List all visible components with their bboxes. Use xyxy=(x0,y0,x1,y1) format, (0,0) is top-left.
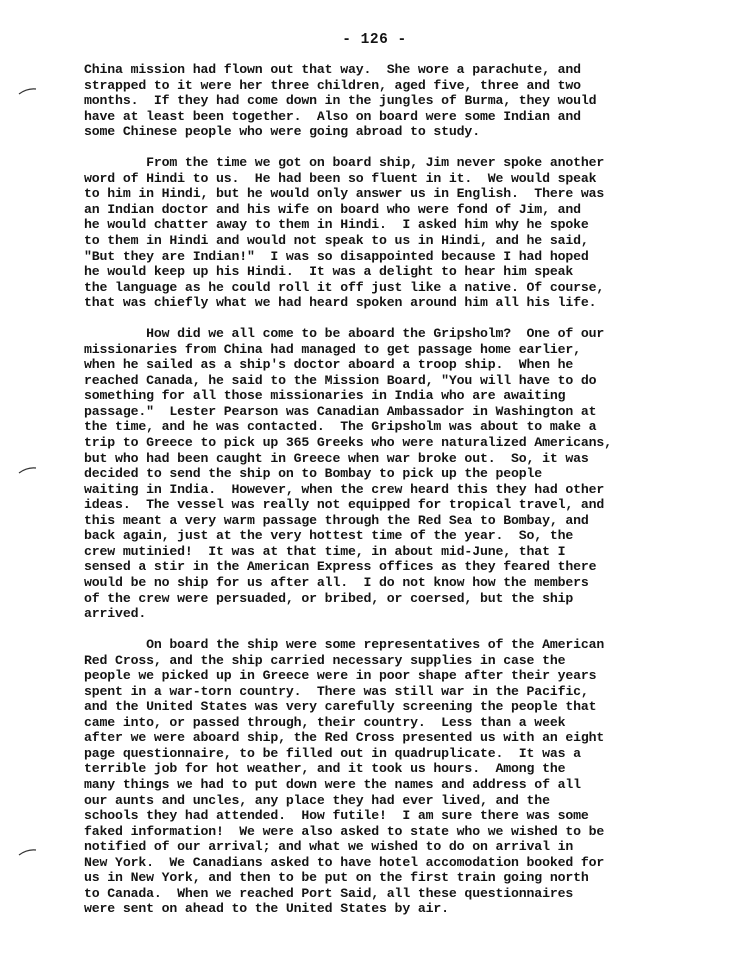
body-text xyxy=(84,62,724,932)
paragraph: China mission had flown out that way. She wore a parachute, and strapped to it were her three children, aged five, three and two months. If they had come down in the jungles of Burma, they would have at least been together. Also on board were some Indian and some Chinese people who were going abroad to study. xyxy=(84,62,597,140)
margin-mark-icon xyxy=(18,847,38,857)
paragraph: On board the ship were some representatives of the American Red Cross, and the ship carried necessary supplies in case the people we picked up in Greece were in poor shape after their years spent in a war-torn country. There was still war in the Pacific, and the United States was very carefully screening the people that came into, or passed through, their country. Less than a week after we were aboard ship, the Red Cross presented us with an eight page questionnaire, to be filled out in quadruplicate. It was a terrible job for hot weather, and it took us hours. Among the many things we had to put down were the names and address of all our aunts and uncles, any place they had ever lived, and the schools they had attended. How futile! I am sure there was some faked information! We were also asked to state who we wished to be notified of our arrival; and what we wished to do on arrival in New York. We Canadians asked to have hotel accomodation booked for us in New York, and then to be put on the first train going north to Canada. When we reached Port Said, all these questionnaires were sent on ahead to the United States by air. xyxy=(84,637,605,917)
margin-mark-icon xyxy=(18,465,38,475)
margin-mark-icon xyxy=(18,86,38,96)
paragraph: From the time we got on board ship, Jim never spoke another word of Hindi to us. He had been so fluent in it. We would speak to him in Hindi, but he would only answer us in English. There was an Indian doctor and his wife on board who were fond of Jim, and he would chatter away to them in Hindi. I asked him why he spoke to them in Hindi and would not speak to us in Hindi, and he said, "But they are Indian!" I was so disappointed because I had hoped he would keep up his Hindi. It was a delight to hear him speak the language as he could roll it off just like a native. Of course, that was chiefly what we had heard spoken around him all his life. xyxy=(84,155,605,311)
paragraph: How did we all come to be aboard the Gripsholm? One of our missionaries from China had managed to get passage home earlier, when he sailed as a ship's doctor aboard a troop ship. When he reached Canada, he said to the Mission Board, "You will have to do something for all those missionaries in India who are awaiting passage." Lester Pearson was Canadian Ambassador in Washington at the time, and he was contacted. The Gripsholm was about to make a trip to Greece to pick up 365 Greeks who were naturalized Americans, but who had been caught in Greece when war broke out. So, it was decided to send the ship on to Bombay to pick up the people waiting in India. However, when the crew heard this they had other ideas. The vessel was really not equipped for tropical travel, and this meant a very warm passage through the Red Sea to Bombay, and back again, just at the very hottest time of the year. So, the crew mutinied! It was at that time, in about mid-June, that I sensed a stir in the American Express offices as they feared there would be no ship for us after all. I do not know how the members of the crew were persuaded, or bribed, or coersed, but the ship arrived. xyxy=(84,326,612,622)
page-number: - 126 - xyxy=(342,32,407,48)
